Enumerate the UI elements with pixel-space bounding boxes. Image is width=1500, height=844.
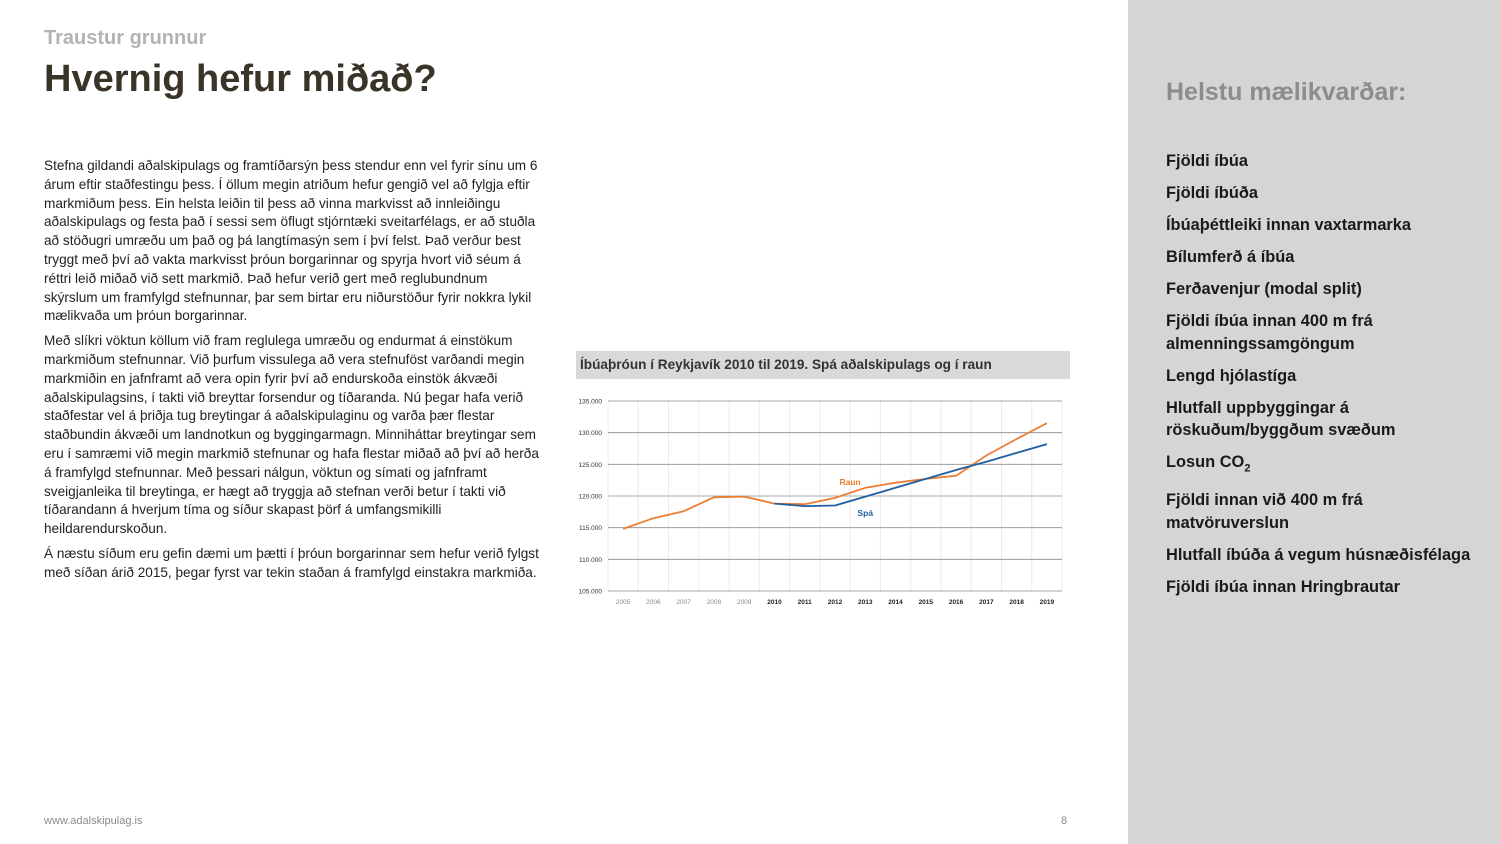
chart-title: Íbúaþróun í Reykjavík 2010 til 2019. Spá aðalskipulags og í raun <box>576 351 1070 379</box>
x-tick-label: 2005 <box>615 599 631 606</box>
x-tick-label: 2007 <box>676 599 691 606</box>
y-tick-label: 135.000 <box>578 398 602 406</box>
x-tick-label: 2012 <box>827 599 843 606</box>
metric-item: Fjöldi íbúa innan 400 m frá almenningssamgöngum <box>1166 312 1373 353</box>
metric-item: Fjöldi íbúa <box>1166 152 1248 170</box>
paragraph-2: Með slíkri vöktun köllum við fram reglulega umræðu og endurmat á einstökum markmiðum stefnunnar. Við þurfum vissulega að vera stefnuföst varðandi megin markmiðin en jafnframt að vera opin fyrir því að endurskoða einstök ákvæði aðalskipulagsins, í takti við breyttar forsendur og tíðaranda. Nú þegar hafa verið staðfestar vel á þriðja tug breytingar á aðalskipulaginu og varða þær flestar staðbundin ákvæði um landnotkun og byggingarmagn. Minniháttar breytingar sem eru í samræmi við megin markmið stefnunar og hafa flestar miðað að því að herða á framfylgd stefnunnar. Með þessari nálgun, vöktun og símati og jafnframt sveigjanleika til breytinga, er hægt að tryggja að stefnan verði betur í takti við tíðarandann á hverjum tíma og síður skapast þörf á umfangsmikilli heildarendurskoðun. <box>44 333 539 537</box>
metric-item: Fjöldi innan við 400 m frá matvöruverslun <box>1166 491 1363 532</box>
metrics-list <box>1166 150 1486 608</box>
x-tick-label: 2009 <box>736 599 752 606</box>
metric-item: Hlutfall uppbyggingar á röskuðum/byggðum svæðum <box>1166 398 1396 439</box>
series-label-raun: Raun <box>839 476 861 487</box>
paragraph-1: Stefna gildandi aðalskipulags og framtíðarsýn þess stendur enn vel fyrir sínu um 6 árum eftir staðfestingu þess. Í öllum megin atriðum hefur gengið vel að fylgja eftir markmiðum þess. Ein helsta leiðin til þess að vinna markvisst að innleiðingu aðalskipulags og festa það í sessi sem öflugt stjórntæki sveitarfélags, er að stuðla að stöðugri umræðu um það og þá langtímasýn sem í því felst. Það verður best tryggt með því að vakta markvisst þróun borgarinnar og spyrja hvort við séum á réttri leið miðað við sett markmið. Það hefur verið gert með reglubundnum skýrslum um framfylgd stefnunnar, þar sem birtar eru niðurstöður fyrir nokkra lykil mælikvaða um þróun borgarinnar. <box>44 158 538 324</box>
x-tick-label: 2006 <box>646 599 661 606</box>
footer-url[interactable]: www.adalskipulag.is <box>44 815 143 827</box>
metric-item: Bílumferð á íbúa <box>1166 248 1295 266</box>
metric-item: Fjöldi íbúa innan Hringbrautar <box>1166 577 1401 596</box>
metric-item: Íbúaþéttleiki innan vaxtarmarka <box>1166 216 1412 234</box>
sidebar-title: Helstu mælikvarðar: <box>1166 78 1407 106</box>
metric-co2-text: Losun CO <box>1166 453 1245 471</box>
series-label-spa: Spá <box>857 508 874 519</box>
y-tick-label: 125.000 <box>578 461 602 469</box>
x-tick-label: 2010 <box>767 599 782 606</box>
y-tick-label: 110.000 <box>578 556 602 564</box>
metric-item-co2 <box>1166 451 1486 480</box>
y-tick-label: 105.000 <box>578 588 602 596</box>
x-tick-label: 2016 <box>948 599 964 606</box>
x-tick-label: 2014 <box>888 599 903 606</box>
x-tick-label: 2011 <box>797 599 812 606</box>
x-tick-label: 2008 <box>706 599 722 606</box>
page-kicker: Traustur grunnur <box>44 27 207 49</box>
x-tick-label: 2018 <box>1009 599 1024 606</box>
y-tick-label: 130.000 <box>578 430 602 438</box>
population-chart <box>576 351 1070 613</box>
page-number: 8 <box>1061 815 1068 827</box>
x-tick-label: 2019 <box>1039 599 1055 606</box>
chart-svg <box>576 385 1070 613</box>
metric-item: Fjöldi íbúða <box>1166 184 1258 202</box>
x-tick-label: 2017 <box>979 599 994 606</box>
x-tick-label: 2013 <box>858 599 873 606</box>
x-tick-label: 2015 <box>918 599 934 606</box>
body-text <box>44 157 544 589</box>
metric-item: Hlutfall íbúða á vegum húsnæðisfélaga <box>1166 545 1471 564</box>
paragraph-3: Á næstu síðum eru gefin dæmi um þætti í þróun borgarinnar sem hefur verið fylgst með síðan árið 2015, þegar fyrst var tekin staðan á framfylgd einstakra markmiða. <box>44 545 539 580</box>
metric-item: Lengd hjólastíga <box>1166 366 1297 385</box>
metrics-sidebar <box>1128 0 1500 844</box>
y-tick-label: 120.000 <box>578 493 602 501</box>
metric-item: Ferðavenjur (modal split) <box>1166 280 1362 298</box>
y-tick-label: 115.000 <box>578 525 602 533</box>
co2-subscript: 2 <box>1244 462 1251 475</box>
page-title: Hvernig hefur miðað? <box>44 58 437 100</box>
